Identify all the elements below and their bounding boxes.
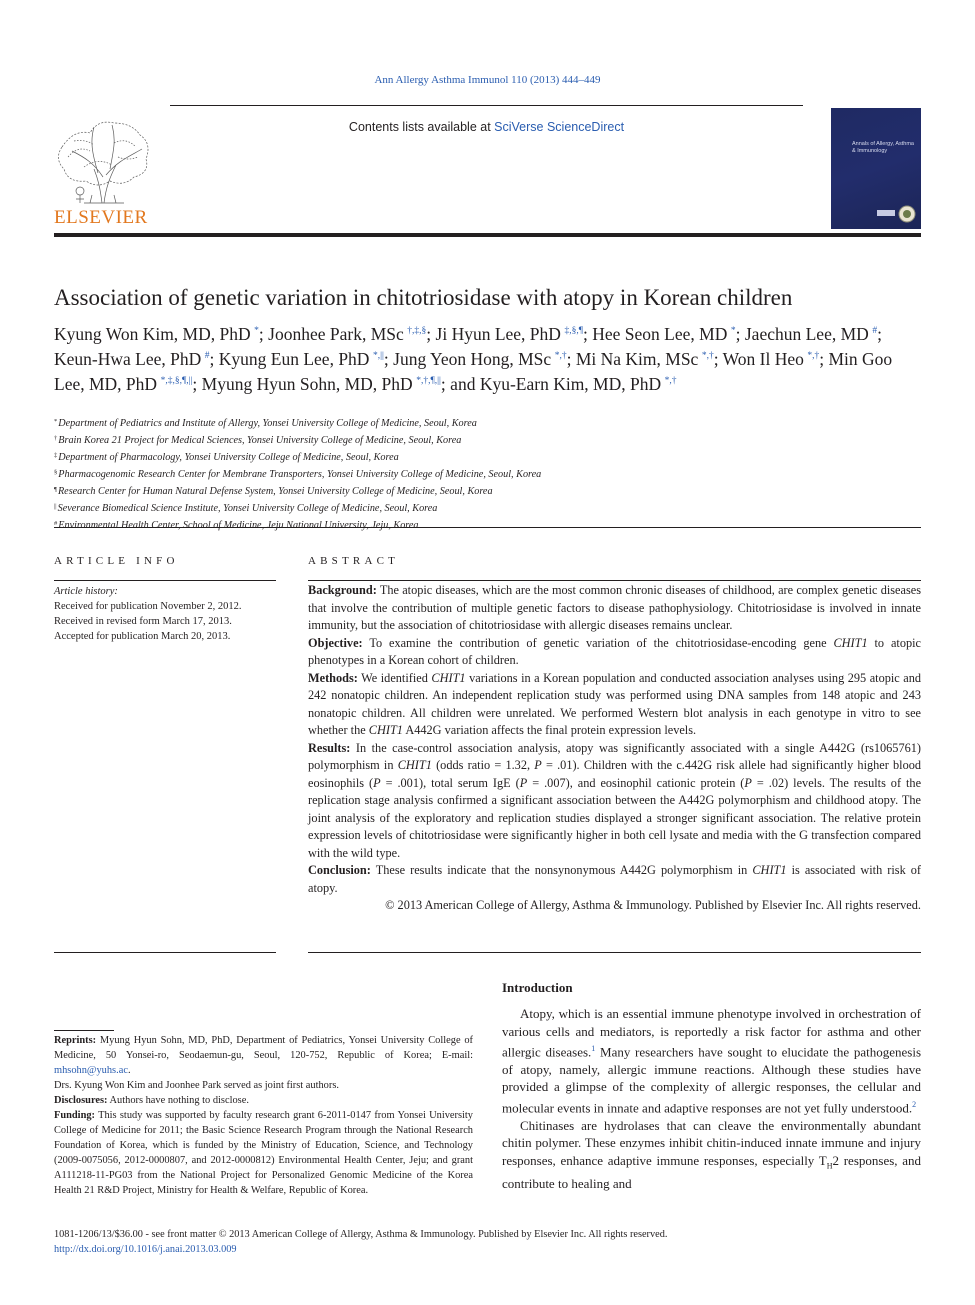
abstract-methods: Methods: We identified CHIT1 variations in a Korean population and conducted association analyses using 295 atopic and 242 nonatopic children. An independent replication study was performed using DNA samples from 148 atopic and 243 nonatopic children. All children were unrelated. We performed Western blot analysis in each genotype in vitro to see whether the CHIT1 A442G variation affects the final protein expression levels.: [308, 670, 922, 737]
affiliation-item: [54, 414, 924, 431]
author-affiliation-marks[interactable]: *: [254, 326, 259, 336]
footnote-funding: Funding: This study was supported by faculty research grant 6-2011-0147 from Yonsei University College of Medicine for 2011; the Basic Science Research Program through the National Research Foundation of Korea, which is funded by the Ministry of Education, Science, and Technology (2009-0075056, 2012-0000807, and 2012-0000812) Environmental Health Center, Jeju; and grant A111218-11-PG03 from the National Project for Personalized Genomic Medicine of the Korea Health 21 R&D Project, Ministry for Health & Welfare, Republic of Korea.: [54, 1110, 473, 1196]
author-affiliation-marks[interactable]: ‡,§,¶: [564, 326, 583, 336]
article-info-bottom-rule: [54, 952, 276, 953]
bottom-info: [54, 1227, 924, 1257]
author-affiliation-marks[interactable]: *,†: [664, 376, 677, 386]
article-info-rule: [54, 580, 276, 581]
history-accepted: Accepted for publication March 20, 2013.: [54, 631, 231, 642]
author-separator: ;: [209, 349, 215, 369]
footnotes: [54, 1033, 473, 1198]
author-affiliation-marks[interactable]: *,†,¶,||: [416, 376, 441, 386]
doi-link[interactable]: http://dx.doi.org/10.1016/j.anai.2013.03.009: [54, 1244, 237, 1255]
introduction-paragraph: Atopy, which is an essential immune phenotype involved in orchestration of various cells and mediators, is reportedly a risk factor for asthma and other allergic diseases.$^1$ Many researchers have sought to elucidate the pathogenesis of atopy, namely, allergic immune reactions. Although these studies have provided a glimpse of the complexity of allergic responses, the cellular and molecular events in innate and adaptive responses are not yet fully understood.$^2$: [502, 1006, 922, 1116]
footnote-reprints: Reprints: Myung Hyun Sohn, MD, PhD, Department of Pediatrics, Yonsei University College of Medicine, 50 Yonsei-ro, Seodaemun-gu, Seoul, 120-752, Republic of Korea; E-mail: mhsohn@yuhs.ac.: [54, 1035, 473, 1076]
author-affiliation-marks[interactable]: #: [872, 326, 878, 336]
corresponding-email-link[interactable]: mhsohn@yuhs.ac: [54, 1065, 128, 1076]
elsevier-wordmark: ELSEVIER: [54, 207, 148, 228]
author-separator: ;: [735, 324, 741, 344]
history-revised: Received in revised form March 17, 2013.: [54, 616, 232, 627]
affiliation-text: Department of Pharmacology, Yonsei University College of Medicine, Seoul, Korea: [58, 452, 399, 463]
article-title: Association of genetic variation in chitotriosidase with atopy in Korean children: [54, 285, 793, 310]
affiliation-mark: ¶: [54, 486, 57, 493]
introduction-heading: Introduction: [502, 980, 573, 995]
author-name[interactable]: Myung Hyun Sohn, MD, PhD: [201, 374, 413, 394]
author-list: [54, 320, 924, 395]
article-history: [54, 584, 284, 644]
author-affiliation-marks[interactable]: †,‡,§: [407, 326, 427, 336]
introduction-body: [502, 1005, 921, 1192]
author-name[interactable]: Joonhee Park, MSc: [268, 324, 404, 344]
footnote-disclosures: Disclosures: Authors have nothing to disclose.: [54, 1095, 249, 1106]
author-separator: ;: [426, 324, 432, 344]
author-separator: ;: [583, 324, 588, 344]
abstract-bottom-rule: [308, 952, 921, 953]
article-info-heading: ARTICLE INFO: [54, 555, 179, 567]
author-affiliation-marks[interactable]: *,†: [554, 351, 567, 361]
history-label: Article history:: [54, 586, 118, 597]
affiliation-item: [54, 499, 924, 516]
affiliation-text: Pharmacogenomic Research Center for Membrane Transporters, Yonsei University College of Medicine, Seoul, Korea: [58, 469, 542, 480]
author-affiliation-marks[interactable]: *,||: [372, 351, 384, 361]
footnote-rule: [54, 1030, 114, 1031]
affiliation-text: Research Center for Human Natural Defense System, Yonsei University College of Medicine, Seoul, Korea: [57, 486, 493, 497]
abstract-copyright: © 2013 American College of Allergy, Asthma & Immunology. Published by Elsevier Inc. All rights reserved.: [385, 898, 921, 912]
section-divider: [54, 527, 921, 528]
affiliation-item: [54, 516, 924, 533]
author-separator: ;: [877, 324, 882, 344]
affiliation-text: Environmental Health Center, School of Medicine, Jeju National University, Jeju, Korea: [58, 520, 419, 531]
author-separator: ;: [713, 349, 719, 369]
author-name[interactable]: Kyung Won Kim, MD, PhD: [54, 324, 251, 344]
affiliation-list: [54, 414, 924, 533]
affiliation-text: Severance Biomedical Science Institute, Yonsei University College of Medicine, Seoul, Korea: [57, 503, 438, 514]
affiliation-mark: #: [54, 520, 58, 527]
author-name[interactable]: Mi Na Kim, MSc: [575, 349, 699, 369]
abstract-rule: [308, 580, 921, 581]
author-separator: ;: [192, 374, 198, 394]
abstract-objective: Objective: To examine the contribution of genetic variation of the chitotriosidase-encoding gene CHIT1 to atopic phenotypes in a Korean cohort of children.: [308, 635, 922, 667]
author-affiliation-marks[interactable]: *,‡,§,¶,||: [160, 376, 193, 386]
reference-link[interactable]: 2: [912, 1099, 917, 1109]
author-affiliation-marks[interactable]: *: [730, 326, 736, 336]
author-name[interactable]: and Kyu-Earn Kim, MD, PhD: [450, 374, 662, 394]
header-divider: [170, 105, 803, 106]
issn-line: 1081-1206/13/$36.00 - see front matter © 2013 American College of Allergy, Asthma & Immunology. Published by Elsevier Inc. All rights reserved.: [54, 1229, 668, 1240]
journal-cover-seals: [875, 204, 917, 224]
affiliation-item: [54, 431, 924, 448]
author-separator: ;: [383, 349, 389, 369]
author-name[interactable]: Min Goo Lee, MD, PhD: [54, 349, 893, 394]
author-separator: ;: [258, 324, 264, 344]
journal-reference[interactable]: Ann Allergy Asthma Immunol 110 (2013) 444–449: [374, 74, 601, 86]
abstract-body: [308, 582, 921, 915]
author-separator: ;: [440, 374, 446, 394]
affiliation-mark: †: [54, 435, 58, 442]
introduction-paragraph: Chitinases are hydrolases that can cleave the environmentally abundant chitin polymer. These enzymes inhibit chitin-induced innate immune and injury responses, enhance adaptive immune responses, especially $T_H2$ responses, and contribute to healing and: [502, 1117, 921, 1191]
author-affiliation-marks[interactable]: *,†: [807, 351, 820, 361]
author-name[interactable]: Hee Seon Lee, MD: [592, 324, 728, 344]
affiliation-item: [54, 448, 924, 465]
footnote-joint-authors: Drs. Kyung Won Kim and Joonhee Park served as joint first authors.: [54, 1080, 339, 1091]
affiliation-text: Department of Pediatrics and Institute of Allergy, Yonsei University College of Medicine, Seoul, Korea: [58, 418, 477, 429]
author-name[interactable]: Ji Hyun Lee, PhD: [435, 324, 561, 344]
author-name[interactable]: Won Il Heo: [722, 349, 804, 369]
author-name[interactable]: Jung Yeon Hong, MSc: [393, 349, 552, 369]
abstract-conclusion: Conclusion: These results indicate that the nonsynonymous A442G polymorphism in CHIT1 is associated with risk of atopy.: [308, 863, 922, 895]
history-received: Received for publication November 2, 2012.: [54, 601, 242, 612]
affiliation-text: Brain Korea 21 Project for Medical Sciences, Yonsei University College of Medicine, Seoul, Korea: [58, 435, 462, 446]
abstract-background: Background: The atopic diseases, which are the most common chronic diseases of childhood, are complex genetic diseases that involve the contribution of multiple genetic factors to disease pathophysiology. Chitotriosidase is involved in innate immunity, but the association of chitotriosidase with allergic diseases remains unclear.: [308, 583, 921, 632]
affiliation-mark: ‡: [54, 452, 58, 459]
affiliation-mark: ||: [54, 503, 57, 510]
author-name[interactable]: Jaechun Lee, MD: [744, 324, 869, 344]
author-affiliation-marks[interactable]: #: [204, 351, 210, 361]
affiliation-mark: §: [54, 469, 58, 476]
contents-line: [170, 120, 803, 134]
journal-cover-title: Annals of Allergy, Asthma & Immunology: [852, 141, 914, 154]
contents-prefix: Contents lists available at: [348, 120, 491, 134]
author-name[interactable]: Kyung Eun Lee, PhD: [218, 349, 370, 369]
header-thick-rule: [54, 233, 921, 237]
affiliation-item: [54, 465, 924, 482]
author-separator: ;: [566, 349, 572, 369]
affiliation-mark: *: [54, 418, 58, 425]
abstract-heading: ABSTRACT: [308, 555, 400, 567]
affiliation-item: [54, 482, 924, 499]
author-separator: ;: [819, 349, 825, 369]
sciencedirect-link[interactable]: SciVerse ScienceDirect: [494, 120, 625, 134]
author-affiliation-marks[interactable]: *,†: [701, 351, 714, 361]
reference-link[interactable]: 1: [591, 1044, 596, 1053]
author-name[interactable]: Keun-Hwa Lee, PhD: [54, 349, 202, 369]
abstract-results: Results: In the case-control association analysis, atopy was significantly associated with a single A442G (rs1065761) polymorphism in CHIT1 (odds ratio = 1.32, P = .01). Children with the c.442G risk allele had significantly higher blood eosinophils (P = .001), total serum IgE (P = .007), and eosinophil cationic protein (P = .02) levels. The results of the replication stage analysis confirmed a significant association between the A442G polymorphism and childhood atopy. The joint analysis of the exploratory and replication studies displayed a stronger significant association. The relative protein expression levels of chitotriosidase were significantly higher in both cell lysate and media with the G transfection compared with the wild type.: [308, 740, 922, 860]
